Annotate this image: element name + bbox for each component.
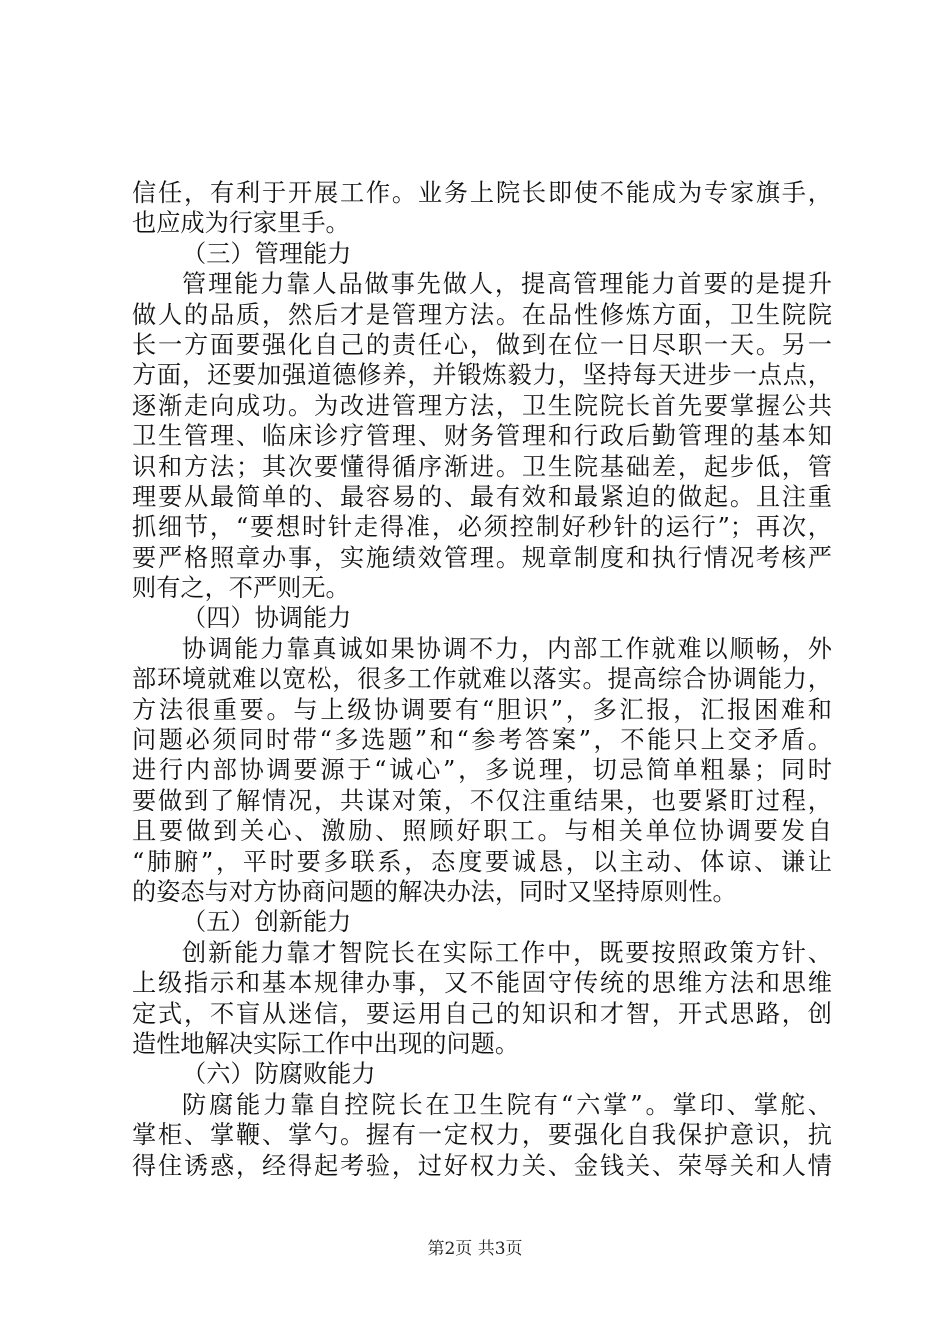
text-line: 创新能力靠才智院长在实际工作中，既要按照政策方针、 [182,938,832,967]
text-line: 则有之，不严则无。 [132,574,350,603]
document-body [132,178,832,1181]
section-heading: （五）创新能力 [182,908,352,937]
text-line: 要做到了解情况，共谋对策，不仅注重结果，也要紧盯过程， [132,786,832,815]
text-line: 卫生管理、临床诊疗管理、财务管理和行政后勤管理的基本知 [132,422,832,451]
text-line: 得住诱惑，经得起考验，过好权力关、金钱关、荣辱关和人情 [132,1151,832,1180]
text-line: 掌柜、掌鞭、掌勺。握有一定权力，要强化自我保护意识，抗 [132,1121,832,1150]
section-heading: （六）防腐败能力 [182,1060,376,1089]
text-line: 进行内部协调要源于“诚心”，多说理，切忌简单粗暴；同时 [132,756,832,785]
text-line: 协调能力靠真诚如果协调不力，内部工作就难以顺畅，外 [182,634,832,663]
text-line: 方法很重要。与上级协调要有“胆识”，多汇报，汇报困难和 [132,695,832,724]
text-line: 逐渐走向成功。为改进管理方法，卫生院院长首先要掌握公共 [132,391,832,420]
text-line: 要严格照章办事，实施绩效管理。规章制度和执行情况考核严 [132,543,832,572]
text-line: 方面，还要加强道德修养，并锻炼毅力，坚持每天进步一点点， [132,361,832,390]
text-line: 理要从最简单的、最容易的、最有效和最紧迫的做起。且注重 [132,482,832,511]
text-line: 管理能力靠人品做事先做人，提高管理能力首要的是提升 [182,270,832,299]
text-line: 且要做到关心、激励、照顾好职工。与相关单位协调要发自 [132,817,832,846]
text-line: “肺腑”，平时要多联系，态度要诚恳，以主动、体谅、谦让 [132,847,832,876]
section-heading: （四）协调能力 [182,604,352,633]
page-footer: 第2页 共3页 [427,1239,523,1259]
text-line: 也应成为行家里手。 [132,209,350,238]
text-line: 上级指示和基本规律办事，又不能固守传统的思维方法和思维 [132,969,832,998]
text-line: 造性地解决实际工作中出现的问题。 [132,1029,520,1058]
section-heading: （三）管理能力 [182,239,352,268]
text-line: 做人的品质，然后才是管理方法。在品性修炼方面，卫生院院 [132,300,832,329]
text-line: 问题必须同时带“多选题”和“参考答案”，不能只上交矛盾。 [132,726,832,755]
text-line: 的姿态与对方协商问题的解决办法，同时又坚持原则性。 [132,877,737,906]
text-line: 信任，有利于开展工作。业务上院长即使不能成为专家旗手， [132,179,832,207]
text-line: 长一方面要强化自己的责任心，做到在位一日尽职一天。另一 [132,330,832,359]
text-line: 抓细节，“要想时针走得准，必须控制好秒针的运行”；再次， [132,513,832,542]
text-line: 部环境就难以宽松，很多工作就难以落实。提高综合协调能力， [132,665,832,694]
text-line: 识和方法；其次要懂得循序渐进。卫生院基础差，起步低，管 [132,452,832,481]
text-line: 定式，不盲从迷信，要运用自己的知识和才智，开式思路，创 [132,999,832,1028]
text-line: 防腐能力靠自控院长在卫生院有“六掌”。掌印、掌舵、 [182,1090,832,1119]
